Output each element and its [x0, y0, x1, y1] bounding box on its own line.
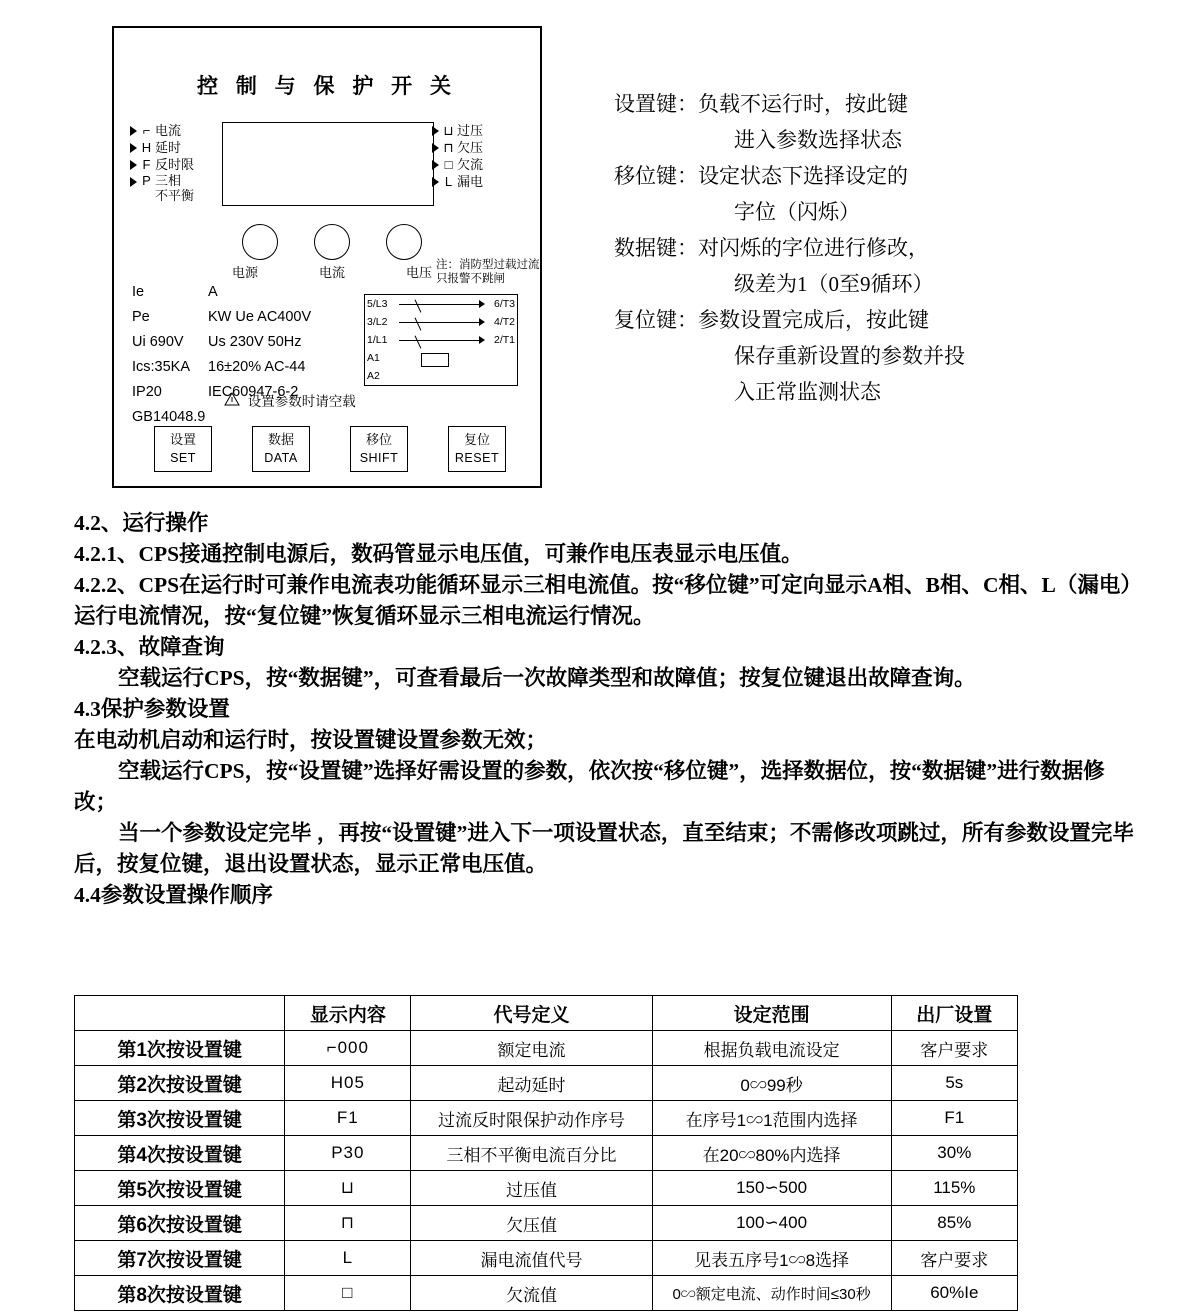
- table-cell-range: 在20∽80%内选择: [652, 1136, 891, 1171]
- table-cell-factory: 5s: [891, 1066, 1017, 1101]
- wiring-row: [365, 313, 517, 331]
- parameter-sequence-table: [74, 995, 1018, 1311]
- key-description-name: 移位键：: [614, 164, 698, 188]
- led-item-overvoltage: [432, 122, 483, 139]
- spec-key: Pe: [132, 309, 150, 325]
- table-cell-range: 100∽400: [652, 1206, 891, 1241]
- table-cell-range: 0∽额定电流、动作时间≤30秒: [652, 1276, 891, 1311]
- key-description-line: 字位（闪烁）: [734, 200, 860, 224]
- lamp-current-icon: [314, 224, 350, 260]
- wiring-arrow-icon: [479, 300, 485, 308]
- table-cell-display: F1: [285, 1101, 411, 1136]
- led-item-delay: [130, 139, 194, 156]
- section-4-2-heading: 4.2、运行操作: [74, 511, 209, 535]
- key-description-line: 保存重新设置的参数并投: [734, 344, 965, 368]
- key-description-line: 对闪烁的字位进行修改，: [698, 236, 929, 260]
- wiring-contact-icon: [415, 295, 431, 312]
- table-cell-step: 第4次按设置键: [75, 1136, 285, 1171]
- section-4-2-3-heading: 4.2.3、故障查询: [74, 635, 225, 659]
- warning-note-text: 设置参数时请空载: [247, 394, 356, 409]
- table-cell-step: 第2次按设置键: [75, 1066, 285, 1101]
- wiring-terminal-left: 5/L3: [367, 298, 388, 310]
- key-description-data: [614, 230, 1174, 302]
- device-panel: [112, 26, 542, 488]
- table-cell-definition: 过压值: [411, 1171, 652, 1206]
- spec-value: 16±20% AC-44: [208, 359, 306, 375]
- lamp-voltage-icon: [386, 224, 422, 260]
- led-item-unbalance: [130, 173, 194, 203]
- panel-title: 控 制 与 保 护 开 关: [196, 75, 457, 98]
- wiring-diagram: [364, 294, 518, 386]
- table-header-definition: 代号定义: [411, 996, 652, 1031]
- indicator-lamps: [242, 224, 422, 260]
- wiring-contact-icon: [415, 331, 431, 348]
- led-item-undervoltage: [432, 139, 483, 156]
- table-cell-definition: 起动延时: [411, 1066, 652, 1101]
- led-label: 反时限: [155, 157, 195, 172]
- wiring-line: [399, 340, 483, 341]
- spec-value: A: [208, 284, 218, 300]
- warning-note: [224, 390, 356, 410]
- key-description-line: 设定状态下选择设定的: [698, 164, 908, 188]
- wiring-terminal-left: A1: [367, 352, 380, 364]
- led-symbol: ⊔: [443, 123, 454, 138]
- shift-button-label-en: SHIFT: [359, 451, 399, 465]
- table-cell-range: 在序号1∽1范围内选择: [652, 1101, 891, 1136]
- table-cell-definition: 额定电流: [411, 1031, 652, 1066]
- led-symbol: F: [142, 157, 151, 172]
- led-indicators-right: [432, 122, 483, 190]
- spec-value: Us 230V 50Hz: [208, 334, 302, 350]
- key-descriptions: [614, 86, 1174, 410]
- table-cell-step: 第1次按设置键: [75, 1031, 285, 1066]
- paragraph-4-3-b: 空载运行CPS，按“设置键”选择好需设置的参数，依次按“移位键”，选择数据位，按“数据键”进行数据修改；: [74, 759, 1105, 814]
- spec-key: Ui 690V: [132, 334, 184, 350]
- table-row: [75, 1136, 1018, 1171]
- set-button-label-cn: 设置: [169, 432, 196, 447]
- table-cell-display: ⌐000: [285, 1031, 411, 1066]
- key-description-line: 入正常监测状态: [734, 380, 881, 404]
- fire-mode-note-line1: 注：消防型过载过流: [436, 259, 540, 271]
- led-label: 过压: [457, 123, 484, 138]
- table-row: [75, 1031, 1018, 1066]
- table-row: [75, 1206, 1018, 1241]
- table-cell-definition: 欠流值: [411, 1276, 652, 1311]
- lamp-label-voltage: 电压: [405, 265, 432, 280]
- key-description-shift: [614, 158, 1174, 230]
- key-description-line: 参数设置完成后，按此键: [698, 308, 929, 332]
- table-cell-factory: F1: [891, 1101, 1017, 1136]
- key-description-reset: [614, 302, 1174, 410]
- spec-row: [132, 355, 311, 380]
- table-cell-range: 150∽500: [652, 1171, 891, 1206]
- led-item-undercurrent: [432, 156, 483, 173]
- led-label: 欠压: [457, 140, 484, 155]
- table-cell-display: P30: [285, 1136, 411, 1171]
- fire-mode-note: [436, 258, 540, 286]
- paragraph-4-2-1: 4.2.1、CPS接通控制电源后，数码管显示电压值，可兼作电压表显示电压值。: [74, 542, 803, 566]
- key-row: [154, 426, 506, 472]
- triangle-icon: [130, 126, 137, 136]
- triangle-icon: [130, 143, 137, 153]
- spec-key: Ics:35KA: [132, 359, 191, 375]
- spec-key: IP20: [132, 384, 162, 400]
- paragraph-4-3-a: 在电动机启动和运行时，按设置键设置参数无效；: [74, 728, 548, 752]
- data-button-label-en: DATA: [264, 451, 298, 465]
- section-4-4-heading: 4.4参数设置操作顺序: [74, 883, 273, 907]
- spec-row: [132, 330, 311, 355]
- reset-button-label-cn: 复位: [463, 432, 490, 447]
- data-button-label-cn: 数据: [267, 432, 294, 447]
- table-cell-definition: 过流反时限保护动作序号: [411, 1101, 652, 1136]
- table-header-factory: 出厂设置: [891, 996, 1017, 1031]
- indicator-lamp-labels: [232, 262, 432, 281]
- led-label: 延时: [155, 140, 182, 155]
- table-cell-display: ⊔: [285, 1171, 411, 1206]
- led-symbol: P: [142, 173, 151, 188]
- triangle-icon: [432, 126, 439, 136]
- table-cell-range: 根据负载电流设定: [652, 1031, 891, 1066]
- table-cell-factory: 115%: [891, 1171, 1017, 1206]
- paragraph-fault-query: 空载运行CPS，按“数据键”，可查看最后一次故障类型和故障值；按复位键退出故障查询。: [118, 666, 976, 690]
- spec-row: [132, 280, 311, 305]
- reset-button-label-en: RESET: [454, 451, 500, 465]
- table-header-range: 设定范围: [652, 996, 891, 1031]
- led-label-second-line: 不平衡: [155, 188, 195, 203]
- table-row: [75, 1101, 1018, 1136]
- triangle-icon: [432, 160, 439, 170]
- key-description-set: [614, 86, 1174, 158]
- spec-row: [132, 305, 311, 330]
- section-4-3-heading: 4.3保护参数设置: [74, 697, 230, 721]
- instruction-text: [74, 508, 1134, 911]
- key-description-name: 设置键：: [614, 92, 698, 116]
- wiring-contact-icon: [415, 313, 431, 330]
- wiring-line: [399, 304, 483, 305]
- led-item-current: [130, 122, 194, 139]
- table-cell-step: 第8次按设置键: [75, 1276, 285, 1311]
- led-label: 欠流: [457, 157, 484, 172]
- wiring-arrow-icon: [479, 318, 485, 326]
- triangle-icon: [432, 143, 439, 153]
- lamp-label-power: 电源: [232, 265, 259, 280]
- table-cell-step: 第7次按设置键: [75, 1241, 285, 1276]
- fire-mode-note-line2: 只报警不跳闸: [436, 273, 505, 285]
- wiring-terminal-left: 1/L1: [367, 334, 388, 346]
- spec-value: IEC60947-6-2: [208, 384, 299, 400]
- wiring-line: [399, 322, 483, 323]
- key-description-line: 级差为1（0至9循环）: [734, 272, 934, 296]
- table-cell-factory: 60%Ie: [891, 1276, 1017, 1311]
- table-cell-definition: 三相不平衡电流百分比: [411, 1136, 652, 1171]
- table-row: [75, 1066, 1018, 1101]
- wiring-terminal-right: 6/T3: [493, 298, 515, 310]
- table-cell-range: 0∽99秒: [652, 1066, 891, 1101]
- lcd-display: [222, 122, 434, 206]
- table-header-display: 显示内容: [285, 996, 411, 1031]
- wiring-arrow-icon: [479, 336, 485, 344]
- set-button[interactable]: [154, 426, 212, 472]
- lamp-power-icon: [242, 224, 278, 260]
- table-cell-display: H05: [285, 1066, 411, 1101]
- table-cell-range: 见表五序号1∽8选择: [652, 1241, 891, 1276]
- led-symbol: H: [141, 140, 152, 155]
- wiring-terminal-right: 4/T2: [493, 316, 515, 328]
- key-description-line: 负载不运行时，按此键: [698, 92, 908, 116]
- led-label: 三相: [155, 173, 182, 188]
- table-cell-step: 第6次按设置键: [75, 1206, 285, 1241]
- led-indicators-left: [130, 122, 194, 203]
- wiring-terminal-left: 3/L2: [367, 316, 388, 328]
- led-item-inverse-time: [130, 156, 194, 173]
- table-cell-display: L: [285, 1241, 411, 1276]
- led-symbol: □: [444, 157, 453, 172]
- wiring-row: [365, 331, 517, 349]
- table-header-row: [75, 996, 1018, 1031]
- lamp-label-current: 电流: [318, 265, 345, 280]
- coil-icon: [421, 353, 449, 367]
- key-description-name: 数据键：: [614, 236, 698, 260]
- table-cell-factory: 客户要求: [891, 1241, 1017, 1276]
- led-symbol: ⊓: [443, 140, 454, 155]
- warning-triangle-icon: [224, 392, 240, 406]
- key-description-line: 进入参数选择状态: [734, 128, 902, 152]
- table-cell-factory: 85%: [891, 1206, 1017, 1241]
- triangle-icon: [432, 177, 439, 187]
- shift-button[interactable]: [350, 426, 408, 472]
- wiring-terminal-right: 2/T1: [493, 334, 515, 346]
- table-cell-definition: 欠压值: [411, 1206, 652, 1241]
- spec-key: GB14048.9: [132, 409, 206, 425]
- triangle-icon: [130, 160, 137, 170]
- shift-button-label-cn: 移位: [365, 432, 392, 447]
- table-cell-step: 第3次按设置键: [75, 1101, 285, 1136]
- table-row: [75, 1241, 1018, 1276]
- set-button-label-en: SET: [170, 451, 196, 465]
- led-symbol: ⌐: [142, 123, 151, 138]
- wiring-row: [365, 295, 517, 313]
- table-row: [75, 1276, 1018, 1311]
- table-header-blank: [75, 996, 285, 1031]
- table-cell-display: □: [285, 1276, 411, 1311]
- spec-key: Ie: [132, 284, 145, 300]
- triangle-icon: [130, 177, 137, 187]
- table-cell-display: ⊓: [285, 1206, 411, 1241]
- table-cell-step: 第5次按设置键: [75, 1171, 285, 1206]
- paragraph-4-3-c: 当一个参数设定完毕 ，再按“设置键”进入下一项设置状态，直至结束；不需修改项跳过，所有参数设置完毕后，按复位键，退出设置状态，显示正常电压值。: [74, 821, 1134, 876]
- led-item-leakage: [432, 173, 483, 190]
- reset-button[interactable]: [448, 426, 506, 472]
- table-cell-definition: 漏电流值代号: [411, 1241, 652, 1276]
- wiring-terminal-left: A2: [367, 370, 380, 382]
- led-label: 漏电: [457, 174, 484, 189]
- paragraph-4-2-2: 4.2.2、CPS在运行时可兼作电流表功能循环显示三相电流值。按“移位键”可定向显示A相、B相、C相、L（漏电）运行电流情况，按“复位键”恢复循环显示三相电流运行情况。: [74, 573, 1132, 628]
- table-cell-factory: 客户要求: [891, 1031, 1017, 1066]
- spec-value: KW Ue AC400V: [208, 309, 312, 325]
- data-button[interactable]: [252, 426, 310, 472]
- table-cell-factory: 30%: [891, 1136, 1017, 1171]
- key-description-name: 复位键：: [614, 308, 698, 332]
- wiring-row: [365, 367, 517, 385]
- led-label: 电流: [155, 123, 182, 138]
- led-symbol: L: [444, 174, 453, 189]
- table-row: [75, 1171, 1018, 1206]
